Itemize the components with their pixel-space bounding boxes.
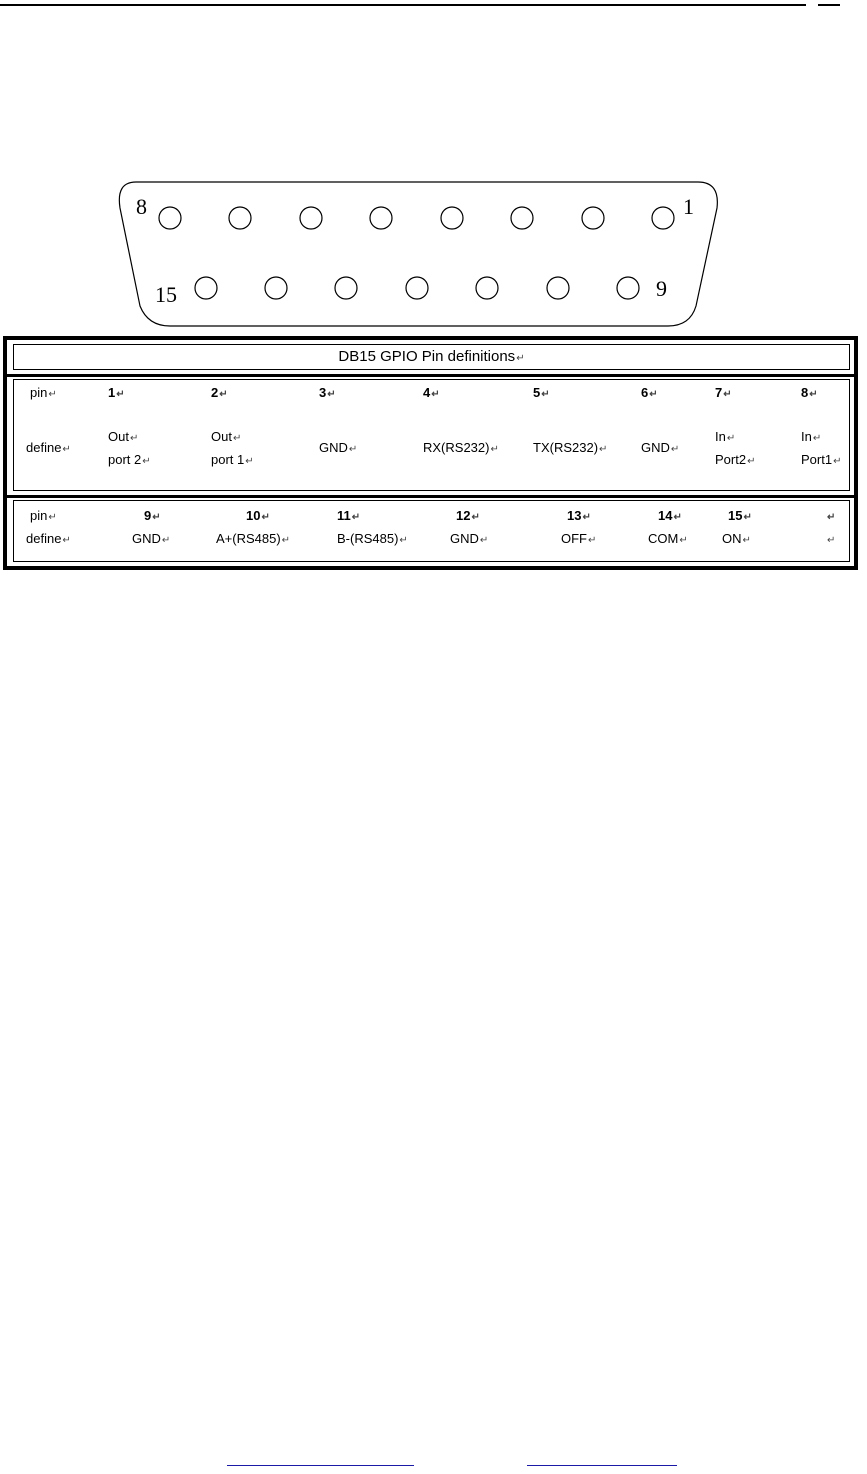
pin-define-cell: GND↵ xyxy=(319,440,358,455)
pin-hole xyxy=(406,277,428,299)
pin-define-cell: Out↵ xyxy=(108,429,139,444)
pin-define-cell: RX(RS232)↵ xyxy=(423,440,499,455)
pin-hole xyxy=(441,207,463,229)
pin-hole xyxy=(511,207,533,229)
pin-number-cell: 2↵ xyxy=(211,385,228,400)
pin-hole xyxy=(370,207,392,229)
pin-define-cell: Port2↵ xyxy=(715,452,756,467)
pin-label-9: 9 xyxy=(656,276,667,301)
db15-connector-diagram xyxy=(108,178,724,330)
pin-number-cell: 5↵ xyxy=(533,385,550,400)
pin-define-cell: TX(RS232)↵ xyxy=(533,440,608,455)
connector-outline xyxy=(119,182,717,326)
pin-number-cell: 11↵ xyxy=(337,508,361,523)
pin-define-cell: port 2↵ xyxy=(108,452,151,467)
pin-hole xyxy=(547,277,569,299)
pin-define-cell: GND↵ xyxy=(450,531,489,546)
pin-label-15: 15 xyxy=(155,282,177,307)
header-rule xyxy=(0,4,806,6)
pin-define-cell: Port1↵ xyxy=(801,452,842,467)
pin-header-label: pin↵ xyxy=(30,508,57,523)
pin-hole xyxy=(476,277,498,299)
pin-define-cell: OFF↵ xyxy=(561,531,597,546)
pin-define-cell: GND↵ xyxy=(641,440,680,455)
pin-number-cell: 1↵ xyxy=(108,385,125,400)
pin-define-cell: GND↵ xyxy=(132,531,171,546)
pin-header-label: pin↵ xyxy=(30,385,57,400)
pin-number-cell: 13↵ xyxy=(567,508,591,523)
pin-define-cell: Out↵ xyxy=(211,429,242,444)
pin-hole xyxy=(159,207,181,229)
pin-hole xyxy=(652,207,674,229)
pin-define-cell: ↵ xyxy=(827,535,836,546)
pin-number-cell: 6↵ xyxy=(641,385,658,400)
define-header-label: define↵ xyxy=(26,531,71,546)
pin-hole xyxy=(300,207,322,229)
table-title-text: DB15 GPIO Pin definitions xyxy=(338,348,516,365)
pin-define-cell: In↵ xyxy=(715,429,736,444)
pin-number-cell: 7↵ xyxy=(715,385,732,400)
pin-label-1: 1 xyxy=(683,194,694,219)
pin-hole xyxy=(582,207,604,229)
pin-definition-table xyxy=(3,336,858,570)
footer-link-underline[interactable] xyxy=(527,1465,677,1466)
pin-number-cell: ↵ xyxy=(827,512,836,523)
define-header-label: define↵ xyxy=(26,440,71,455)
pin-number-cell: 10↵ xyxy=(246,508,270,523)
paragraph-mark: ↵ xyxy=(516,353,525,364)
table-divider xyxy=(7,374,854,377)
pin-number-cell: 3↵ xyxy=(319,385,336,400)
pin-hole xyxy=(265,277,287,299)
pin-number-cell: 8↵ xyxy=(801,385,818,400)
pin-row-group-2 xyxy=(13,500,850,562)
bottom-row-pins xyxy=(195,277,639,299)
table-divider xyxy=(7,495,854,498)
pin-define-cell: A+(RS485)↵ xyxy=(216,531,291,546)
pin-define-cell: ON↵ xyxy=(722,531,751,546)
pin-define-cell: COM↵ xyxy=(648,531,688,546)
pin-number-cell: 9↵ xyxy=(144,508,161,523)
pin-hole xyxy=(617,277,639,299)
pin-hole xyxy=(229,207,251,229)
pin-label-8: 8 xyxy=(136,194,147,219)
pin-hole xyxy=(335,277,357,299)
pin-define-cell: B-(RS485)↵ xyxy=(337,531,408,546)
footer-link-underline[interactable] xyxy=(227,1465,414,1466)
pin-hole xyxy=(195,277,217,299)
pin-number-cell: 15↵ xyxy=(728,508,752,523)
pin-define-cell: In↵ xyxy=(801,429,822,444)
table-title xyxy=(13,344,850,370)
pin-define-cell: port 1↵ xyxy=(211,452,254,467)
header-rule-page-number-stub xyxy=(818,4,840,6)
pin-row-group-1 xyxy=(13,379,850,491)
pin-number-cell: 12↵ xyxy=(456,508,480,523)
top-row-pins xyxy=(159,207,674,229)
pin-number-cell: 14↵ xyxy=(658,508,682,523)
pin-number-cell: 4↵ xyxy=(423,385,440,400)
